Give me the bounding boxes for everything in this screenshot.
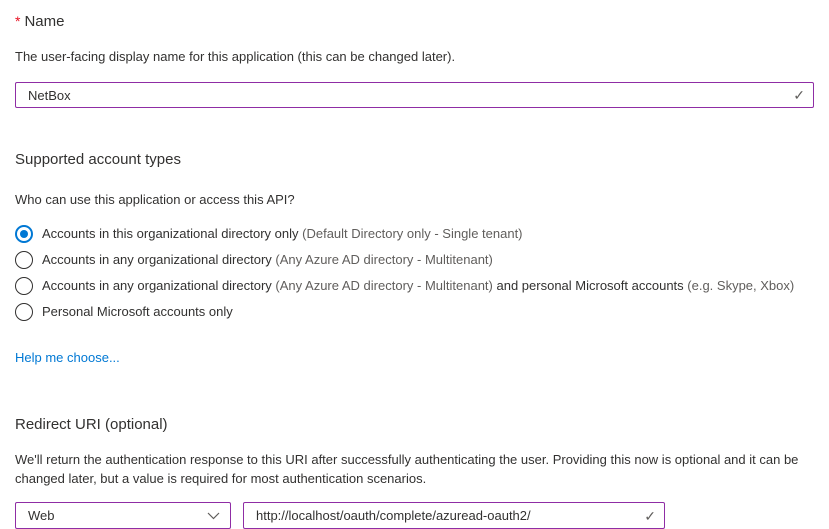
- account-type-option[interactable]: [15, 221, 814, 247]
- account-type-options: [15, 221, 814, 325]
- checkmark-icon: ✓: [644, 507, 656, 524]
- radio-unselected-icon[interactable]: [15, 251, 33, 269]
- radio-label: Accounts in this organizational directory only (Default Directory only - Single tenant): [42, 226, 523, 241]
- name-section-heading: [15, 12, 814, 31]
- help-me-choose-link[interactable]: Help me choose...: [15, 350, 120, 365]
- account-type-option[interactable]: [15, 299, 814, 325]
- name-label: Name: [24, 13, 65, 30]
- radio-selected-icon[interactable]: [15, 225, 33, 243]
- radio-unselected-icon[interactable]: [15, 303, 33, 321]
- radio-label: Accounts in any organizational directory (Any Azure AD directory - Multitenant): [42, 252, 493, 267]
- account-type-option[interactable]: [15, 247, 814, 273]
- account-types-question: Who can use this application or access this API?: [15, 192, 295, 207]
- account-types-heading: Supported account types: [15, 151, 181, 168]
- name-description: The user-facing display name for this application (this can be changed later).: [15, 49, 456, 64]
- radio-label: Personal Microsoft accounts only: [42, 304, 233, 319]
- radio-label: Accounts in any organizational directory (Any Azure AD directory - Multitenant) and personal Microsoft accounts (e.g. Skype, Xbox): [42, 278, 795, 293]
- redirect-uri-description: We'll return the authentication response to this URI after successfully authenticating the user. Providing this now is optional and it can be changed later, but a value is required for most authentication scenarios.: [15, 452, 799, 486]
- redirect-uri-heading: Redirect URI (optional): [15, 416, 168, 433]
- platform-dropdown-value: Web: [28, 508, 55, 523]
- radio-unselected-icon[interactable]: [15, 277, 33, 295]
- name-field-wrap: [15, 82, 814, 108]
- required-asterisk: *: [15, 13, 21, 29]
- checkmark-icon: ✓: [793, 87, 805, 103]
- account-type-option[interactable]: [15, 273, 814, 299]
- name-input[interactable]: [15, 82, 814, 108]
